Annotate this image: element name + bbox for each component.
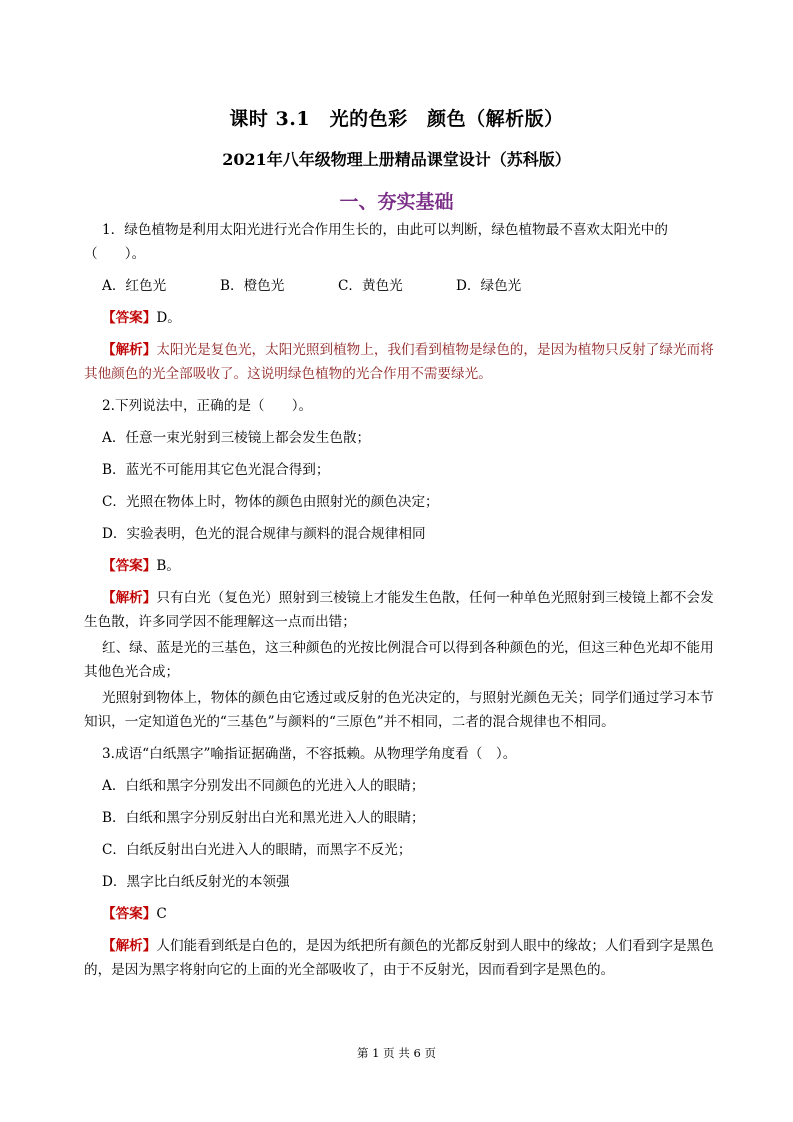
question-3-explanation xyxy=(84,934,724,982)
answer-tag: 【答案】 xyxy=(102,906,157,922)
question-2-explanation-part-3: 光照射到物体上，物体的颜色由它透过或反射的色光决定的，与照射光颜色无关；同学们通过学习本节知识，一定知道色光的“三基色”与颜料的“三原色”并不相同，二者的混合规律也不相同。 xyxy=(84,690,714,730)
answer-value: D。 xyxy=(156,310,181,326)
answer-value: B。 xyxy=(156,558,180,574)
q3-option-d: D．黑字比白纸反射光的本领强 xyxy=(102,874,290,890)
explanation-tag: 【解析】 xyxy=(102,938,157,954)
explanation-text: 人们能看到纸是白色的，是因为纸把所有颜色的光都反射到人眼中的缘故；人们看到字是黑色的，是因为黑字将射向它的上面的光全部吸收了，由于不反射光，因而看到字是黑色的。 xyxy=(84,938,714,978)
q2-option-b: B．蓝光不可能用其它色光混合得到； xyxy=(102,462,330,478)
page-subtitle: 2021年八年级物理上册精品课堂设计（苏科版） xyxy=(222,150,571,169)
q2-option-d: D．实验表明，色光的混合规律与颜料的混合规律相同 xyxy=(102,526,426,542)
question-1-answer xyxy=(84,306,724,330)
answer-value: C xyxy=(156,906,167,922)
page-footer: 第 1 页 共 6 页 xyxy=(357,1046,436,1060)
question-2-stem: 2.下列说法中，正确的是（ ）。 xyxy=(102,398,313,414)
section-heading: 一、夯实基础 xyxy=(339,191,454,213)
explanation-text: 只有白光（复色光）照射到三棱镜上才能发生色散，任何一种单色光照射到三棱镜上都不会发生色散，许多同学因不能理解这一点而出错； xyxy=(84,590,714,630)
question-2-explanation xyxy=(84,586,724,634)
explanation-tag: 【解析】 xyxy=(102,590,157,606)
q1-option-c: C．黄色光 xyxy=(338,278,403,294)
q3-option-a: A．白纸和黑字分别发出不同颜色的光进入人的眼睛； xyxy=(102,778,425,794)
explanation-text: 太阳光是复色光，太阳光照到植物上，我们看到植物是绿色的，是因为植物只反射了绿光而将其他颜色的光全部吸收了。这说明绿色植物的光合作用不需要绿光。 xyxy=(84,342,714,382)
document-body xyxy=(84,218,724,990)
q2-option-a: A．任意一束光射到三棱镜上都会发生色散； xyxy=(102,430,371,446)
q3-option-c: C．白纸反射出白光进入人的眼睛，而黑字不反光； xyxy=(102,842,412,858)
question-1-explanation xyxy=(84,338,724,386)
q1-option-a: A．红色光 xyxy=(102,278,167,294)
answer-tag: 【答案】 xyxy=(102,558,157,574)
question-3-stem: 3.成语“白纸黑字”喻指证据确凿，不容抵赖。从物理学角度看（ ）。 xyxy=(102,746,517,762)
question-3-answer xyxy=(84,902,724,926)
q2-option-c: C．光照在物体上时，物体的颜色由照射光的颜色决定； xyxy=(102,494,439,510)
q3-option-b: B．白纸和黑字分别反射出白光和黑光进入人的眼睛； xyxy=(102,810,425,826)
question-2-explanation-part-2: 红、绿、蓝是光的三基色，这三种颜色的光按比例混合可以得到各种颜色的光，但这三种色光却不能用其他色光合成； xyxy=(84,640,714,680)
answer-tag: 【答案】 xyxy=(102,310,157,326)
question-1-options xyxy=(84,274,724,298)
explanation-tag: 【解析】 xyxy=(102,342,157,358)
question-1-stem: 1．绿色植物是利用太阳光进行光合作用生长的，由此可以判断，绿色植物最不喜欢太阳光中的（ ）。 xyxy=(84,222,668,262)
q1-option-d: D．绿色光 xyxy=(456,278,522,294)
question-2-answer xyxy=(84,554,724,578)
q1-option-b: B．橙色光 xyxy=(220,278,285,294)
page-title: 课时 3.1 光的色彩 颜色（解析版） xyxy=(229,108,564,130)
